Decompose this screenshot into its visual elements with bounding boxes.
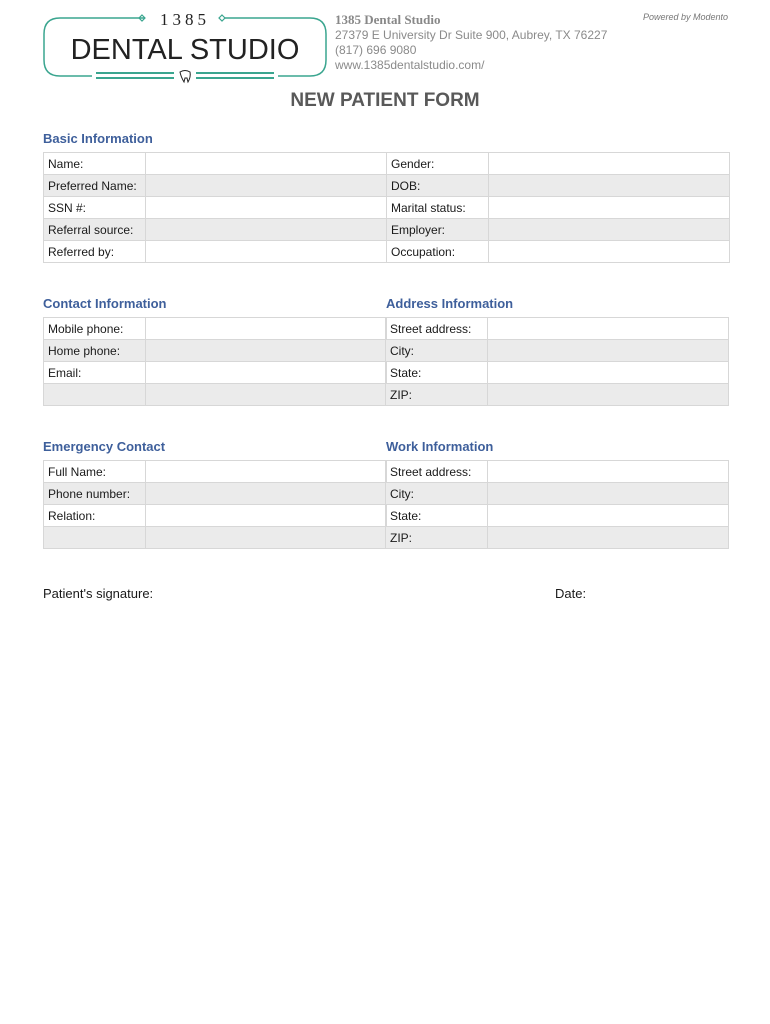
field-label: Full Name: (44, 461, 146, 483)
field-label: Employer: (387, 219, 489, 241)
table-row (44, 219, 730, 241)
table-row (386, 527, 729, 549)
field-input[interactable] (489, 153, 730, 175)
field-label (44, 384, 146, 406)
contact-info-table (43, 317, 387, 406)
field-input[interactable] (489, 197, 730, 219)
field-label: Street address: (386, 318, 488, 340)
table-row (44, 197, 730, 219)
logo-wordmark: DENTAL STUDIO (70, 34, 300, 66)
table-row (44, 241, 730, 263)
field-label: Relation: (44, 505, 146, 527)
field-input[interactable] (146, 340, 387, 362)
field-input[interactable] (146, 505, 387, 527)
table-row (44, 384, 387, 406)
table-row (44, 527, 387, 549)
section-title-basic: Basic Information (43, 131, 153, 146)
basic-info-table (43, 152, 730, 263)
field-label: Street address: (386, 461, 488, 483)
field-input[interactable] (488, 461, 729, 483)
field-input[interactable] (146, 384, 387, 406)
field-input[interactable] (146, 527, 387, 549)
field-input[interactable] (489, 241, 730, 263)
field-label: Email: (44, 362, 146, 384)
field-label: ZIP: (386, 527, 488, 549)
table-row (44, 318, 387, 340)
field-input[interactable] (488, 505, 729, 527)
table-row (44, 483, 387, 505)
field-label: Occupation: (387, 241, 489, 263)
clinic-phone: (817) 696 9080 (335, 43, 417, 57)
field-label: SSN #: (44, 197, 146, 219)
table-row (386, 384, 729, 406)
tooth-icon (180, 71, 190, 83)
address-info-table (385, 317, 729, 406)
field-input[interactable] (488, 340, 729, 362)
field-input[interactable] (146, 241, 387, 263)
field-label: Home phone: (44, 340, 146, 362)
work-info-table (385, 460, 729, 549)
field-label: DOB: (387, 175, 489, 197)
emergency-contact-table (43, 460, 387, 549)
field-input[interactable] (146, 461, 387, 483)
table-row (386, 505, 729, 527)
clinic-info (335, 12, 635, 73)
clinic-name: 1385 Dental Studio (335, 12, 441, 27)
field-input[interactable] (489, 219, 730, 241)
table-row (386, 483, 729, 505)
signature-label: Patient's signature: (43, 586, 154, 601)
table-row (44, 505, 387, 527)
field-label: Referral source: (44, 219, 146, 241)
field-label: Referred by: (44, 241, 146, 263)
section-title-address: Address Information (386, 296, 514, 311)
logo-number: 1385 (160, 10, 210, 29)
field-input[interactable] (146, 318, 387, 340)
field-input[interactable] (146, 483, 387, 505)
field-input[interactable] (146, 153, 387, 175)
field-label: State: (386, 505, 488, 527)
field-label: State: (386, 362, 488, 384)
section-title-emergency: Emergency Contact (43, 439, 166, 454)
table-row (386, 318, 729, 340)
table-row (44, 461, 387, 483)
table-row (44, 340, 387, 362)
page-title: NEW PATIENT FORM (290, 90, 480, 111)
field-label: Preferred Name: (44, 175, 146, 197)
field-input[interactable] (488, 527, 729, 549)
field-label: City: (386, 483, 488, 505)
table-row (44, 153, 730, 175)
field-input[interactable] (488, 483, 729, 505)
field-label: Phone number: (44, 483, 146, 505)
field-label: ZIP: (386, 384, 488, 406)
field-label: City: (386, 340, 488, 362)
clinic-address: 27379 E University Dr Suite 900, Aubrey, TX 76227 (335, 28, 608, 42)
powered-by-note: Powered by Modento (642, 12, 728, 22)
field-input[interactable] (488, 318, 729, 340)
section-title-contact: Contact Information (43, 296, 167, 311)
field-input[interactable] (146, 362, 387, 384)
table-row (386, 461, 729, 483)
field-input[interactable] (488, 362, 729, 384)
field-label: Name: (44, 153, 146, 175)
field-input[interactable] (146, 219, 387, 241)
field-input[interactable] (146, 197, 387, 219)
table-row (44, 362, 387, 384)
field-label: Mobile phone: (44, 318, 146, 340)
field-label: Marital status: (387, 197, 489, 219)
table-row (386, 362, 729, 384)
field-input[interactable] (146, 175, 387, 197)
field-input[interactable] (488, 384, 729, 406)
table-row (44, 175, 730, 197)
field-input[interactable] (489, 175, 730, 197)
date-label: Date: (555, 586, 587, 601)
table-row (386, 340, 729, 362)
field-label: Gender: (387, 153, 489, 175)
field-label (44, 527, 146, 549)
section-title-work: Work Information (386, 439, 494, 454)
clinic-website[interactable]: www.1385dentalstudio.com/ (335, 58, 485, 72)
clinic-logo (40, 10, 330, 86)
